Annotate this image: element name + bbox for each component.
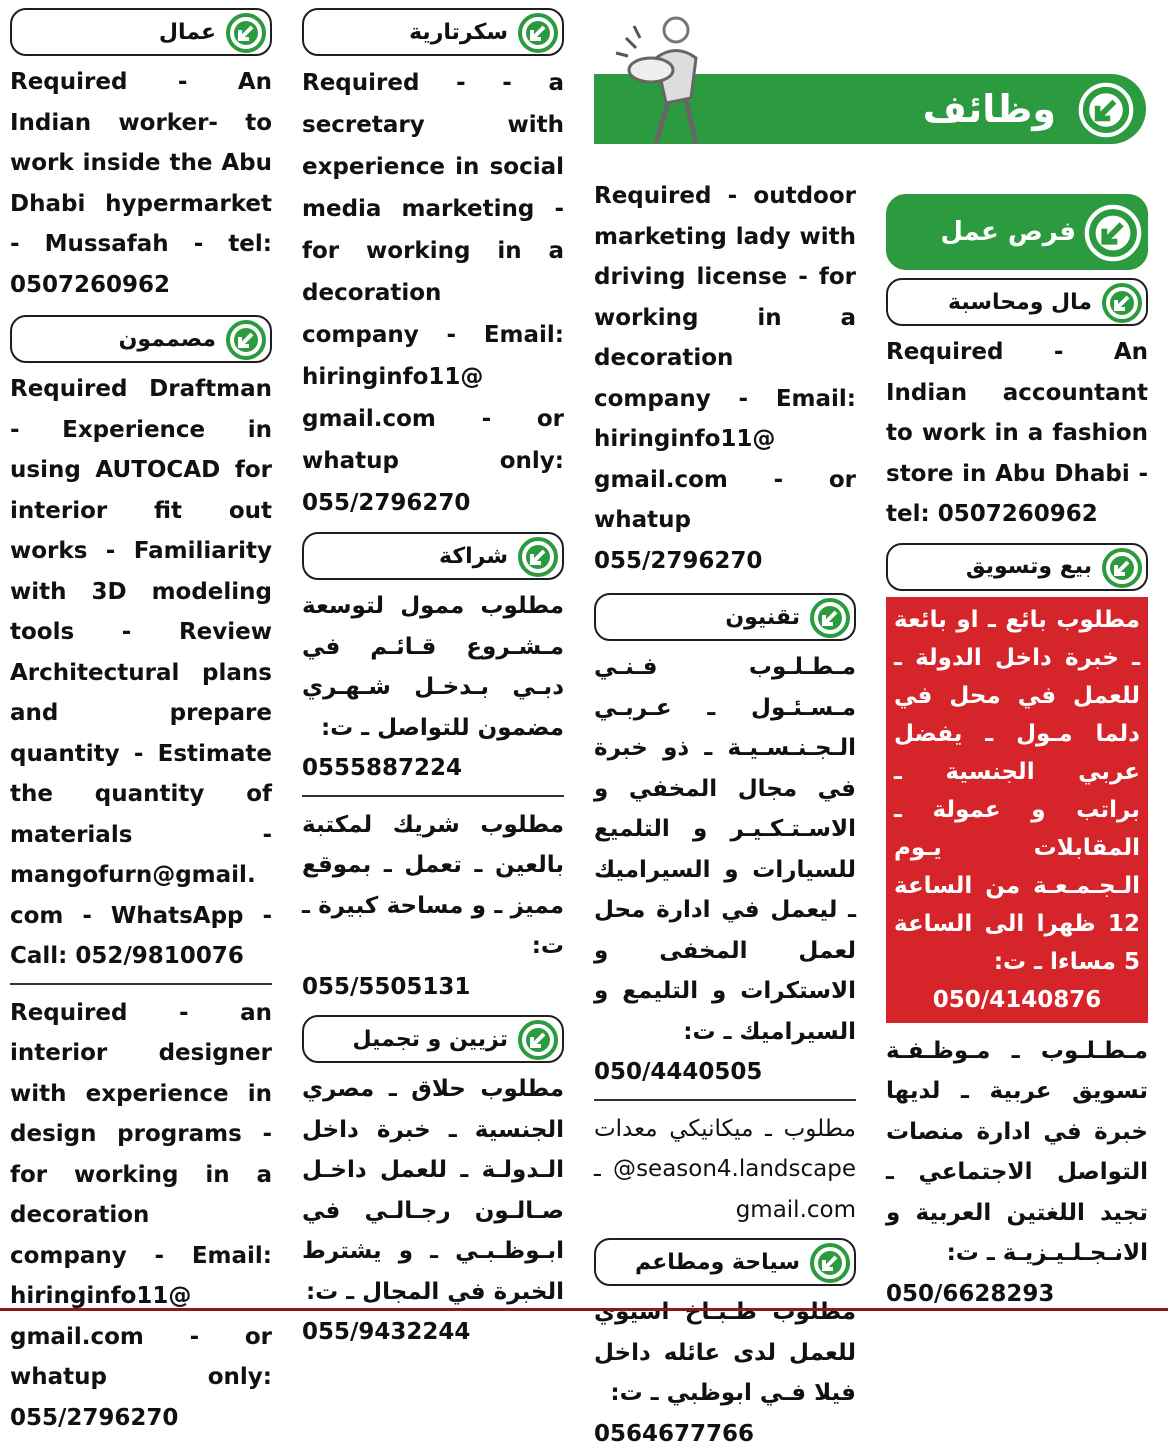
ad-text: Required - - a secretary with experience in social media marketing - for working in a decoration company - Email: hiringinfo11@ gmail.com - or whatup only: 055/2796270 xyxy=(302,62,564,524)
ad-text: مطلوب حلاق ـ مصري الجنسية ـ خبرة داخل الـدولـة ـ للعمل داخـل صـالـون رجـالـي في ابـوظـبـي ـ و يشترط الخبرة في المجال ـ ت: 055/9432244 xyxy=(302,1069,564,1353)
phone-number: 050/4140876 xyxy=(894,981,1140,1019)
phone-number: 0507260962 xyxy=(938,501,1098,527)
column-2 xyxy=(302,0,564,1353)
section-header-sales: بيع وتسويق xyxy=(886,543,1148,591)
arrow-circle-icon xyxy=(518,537,558,577)
arrow-circle-icon xyxy=(226,13,266,53)
column-1 xyxy=(10,0,272,1438)
phone-number: 050/4440505 xyxy=(594,1052,856,1093)
phone-number: 055/2796270 xyxy=(594,548,762,574)
column-4 xyxy=(886,186,1148,1314)
ad-text: Required - An Indian worker- to work inside the Abu Dhabi hypermarket - Mussafah - tel: 0507260962 xyxy=(10,62,272,305)
ad-text: مـطـلـوب فـنـي مـسـئـول ـ عـربـي الـجـنـسـيـة ـ ذو خبرة في مجال المخفي و الاسـتـكـيـر و التلميع للسيارات و السيراميك ـ ليعمل في ادارة محل لعمل المخفى و الاستكرات و التليمع و السيراميك ـ ت: 050/4440505 xyxy=(594,647,856,1093)
phone-number: 055/2796270 xyxy=(10,1405,178,1431)
ad-text: مطلوب ـ ميكانيكي معدات season4.landscape@ ـ gmail.com xyxy=(594,1109,856,1231)
phone-number: 052/9810076 xyxy=(75,943,243,969)
section-header-tourism: سياحة ومطاعم xyxy=(594,1238,856,1286)
arrow-circle-icon xyxy=(810,1243,850,1283)
arrow-circle-icon xyxy=(1078,82,1134,138)
section-header-finance: مال ومحاسبة xyxy=(886,278,1148,326)
ad-text: Required Draftman - Experience in using AUTOCAD for interior fit out works - Familiarity with 3D modeling tools - Review Architectural plans and prepare quantity - Estimate the quantity of materials - mangofurn@gmail. com - WhatsApp - Call: 052/9810076 xyxy=(10,369,272,977)
phone-number: 050/6628293 xyxy=(886,1274,1148,1315)
phone-number: 0507260962 xyxy=(10,272,170,298)
ad-text: مطلوب شريك لمكتبة بالعين ـ تعمل ـ بموقع مميز ـ و مساحة كبيرة ـ ت: 055/5505131 xyxy=(302,805,564,1008)
section-title: عمال xyxy=(159,20,270,45)
section-header-workers xyxy=(10,8,272,56)
divider xyxy=(10,983,272,985)
phone-number: 0564677766 xyxy=(594,1414,856,1454)
highlighted-ad: مطلوب بائع ـ او بائعة ـ خبرة داخل الدولة ـ للعمل في محل في دلما مـول ـ يفضل عربي الجنسية ـ براتب و عمولة ـ المقابلات يـوم الـجـمـعـة من الساعة 12 ظهرا الى الساعة 5 مساءا ـ ت: 050/4140876 xyxy=(886,597,1148,1023)
ad-text: Required - An Indian accountant to work in a fashion store in Abu Dhabi - tel: 0507260962 xyxy=(886,332,1148,535)
ad-text: مطلوب ممول لتوسعة مـشـروع قـائـم في دبـي بـدخـل شـهـري مضمون للتواصل ـ ت: 0555887224 xyxy=(302,586,564,789)
column-3 xyxy=(594,176,856,1454)
phone-number: 0555887224 xyxy=(302,748,564,789)
arrow-circle-icon xyxy=(1084,204,1142,262)
jobs-title: وظائف xyxy=(923,87,1146,131)
ad-text: Required - outdoor marketing lady with driving license - for working in a decoration company - Email: hiringinfo11@ gmail.com - or whatup 055/2796270 xyxy=(594,176,856,581)
arrow-circle-icon xyxy=(518,13,558,53)
phone-number: 055/5505131 xyxy=(302,967,564,1008)
ad-text: Required - an interior designer with experience in design programs - for working in a decoration company - Email: hiringinfo11@ gmail.com - or whatup only: 055/2796270 xyxy=(10,993,272,1439)
section-header-technicians: تقنيون xyxy=(594,593,856,641)
arrow-circle-icon xyxy=(226,320,266,360)
ad-text: مـطـلـوب ـ مـوظـفـة تسويق عربية ـ لديها خبرة في ادارة منصات التواصل الاجتماعي ـ تجيد اللغتين العربية و الانـجـلـيـزيـة ـ ت: 050/6628293 xyxy=(886,1031,1148,1315)
arrow-circle-icon xyxy=(518,1020,558,1060)
arrow-circle-icon xyxy=(1102,283,1142,323)
phone-number: 055/2796270 xyxy=(302,490,470,516)
arrow-circle-icon xyxy=(810,598,850,638)
ad-text: مطلوب طـبـاخ اسيوي للعمل لدى عائله داخل فيلا فـي ابوظبي ـ ت: 0564677766 xyxy=(594,1292,856,1454)
section-header-partnership: شراكة xyxy=(302,532,564,580)
arrow-circle-icon xyxy=(1102,548,1142,588)
divider xyxy=(302,795,564,797)
section-header-opportunities: فرص عمل xyxy=(886,194,1148,270)
phone-number: 055/9432244 xyxy=(302,1312,564,1353)
person-carrying-icon xyxy=(596,8,726,148)
section-header-beauty: تزيين و تجميل xyxy=(302,1015,564,1063)
section-header-secretary: سكرتارية xyxy=(302,8,564,56)
page-bottom-rule xyxy=(0,1308,1168,1311)
divider xyxy=(594,1099,856,1101)
section-header-designers: مصممون xyxy=(10,315,272,363)
